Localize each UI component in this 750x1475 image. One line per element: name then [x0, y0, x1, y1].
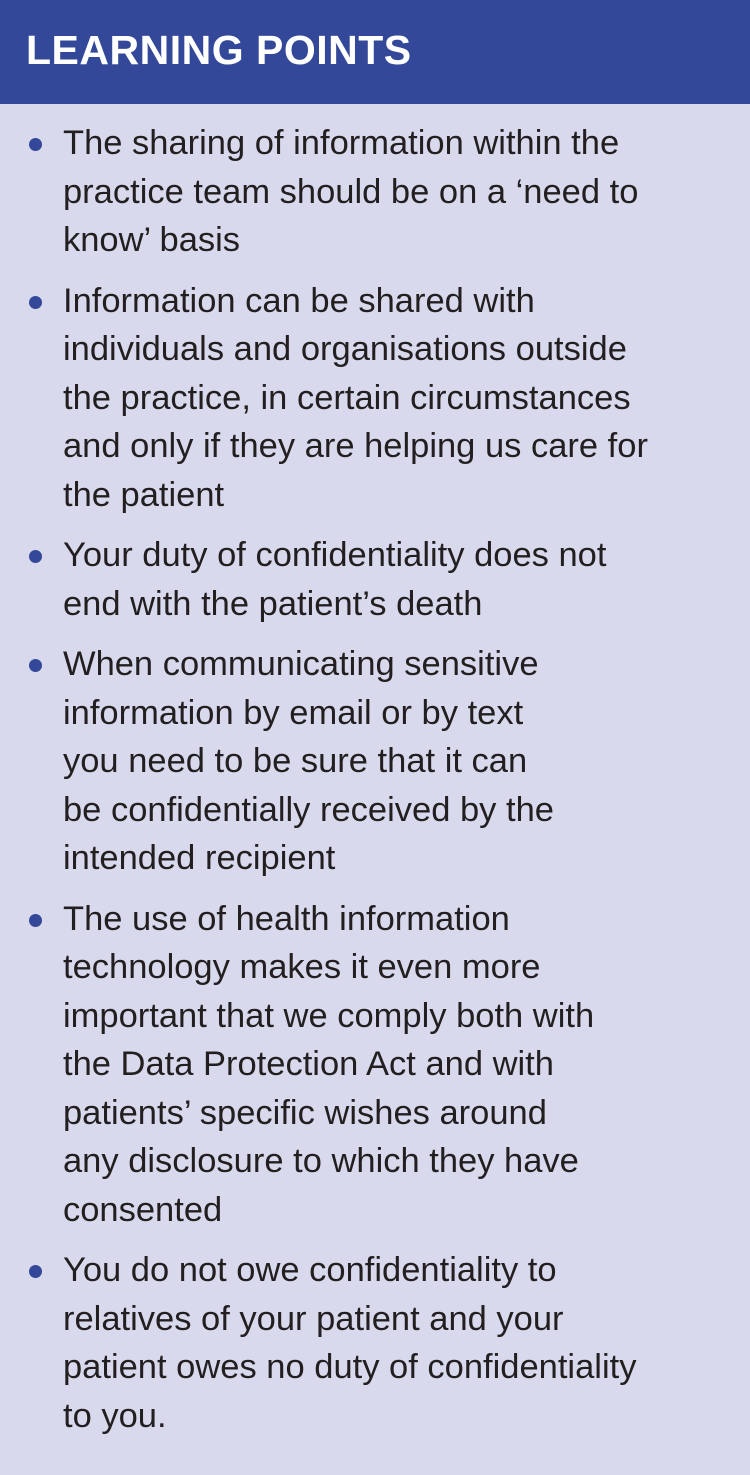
bullet-icon — [29, 659, 42, 672]
bullet-icon — [29, 550, 42, 563]
learning-point-item — [0, 531, 750, 628]
learning-point-text: The use of health information technology makes it even more important that we comply both with the Data Protection Act and with patients’ specific wishes around any disclosure to which they have consented — [63, 899, 595, 1229]
learning-point-item — [0, 640, 750, 883]
learning-point-text: When communicating sensitive information by email or by text you need to be sure that it can be confidentially received by the intended recipient — [63, 645, 554, 877]
learning-point-text: The sharing of information within the practice team should be on a ‘need to know’ basis — [63, 124, 639, 259]
learning-point-text: Your duty of confidentiality does not end with the patient’s death — [63, 536, 607, 623]
bullet-icon — [29, 1265, 42, 1278]
learning-point-text: You do not owe confidentiality to relatives of your patient and your patient owes no duty of confidentiality to you. — [63, 1251, 637, 1435]
learning-point-item — [0, 119, 750, 265]
bullet-icon — [29, 296, 42, 309]
learning-point-item — [0, 1246, 750, 1440]
bullet-icon — [29, 914, 42, 927]
learning-point-text: Information can be shared with individuals and organisations outside the practice, in certain circumstances and only if they are helping us care for the patient — [63, 281, 648, 514]
learning-points-title: LEARNING POINTS — [26, 26, 412, 73]
learning-points-header — [0, 0, 750, 104]
bullet-icon — [29, 138, 42, 151]
learning-points-list — [0, 104, 750, 1440]
learning-point-item — [0, 277, 750, 520]
learning-point-item — [0, 895, 750, 1235]
